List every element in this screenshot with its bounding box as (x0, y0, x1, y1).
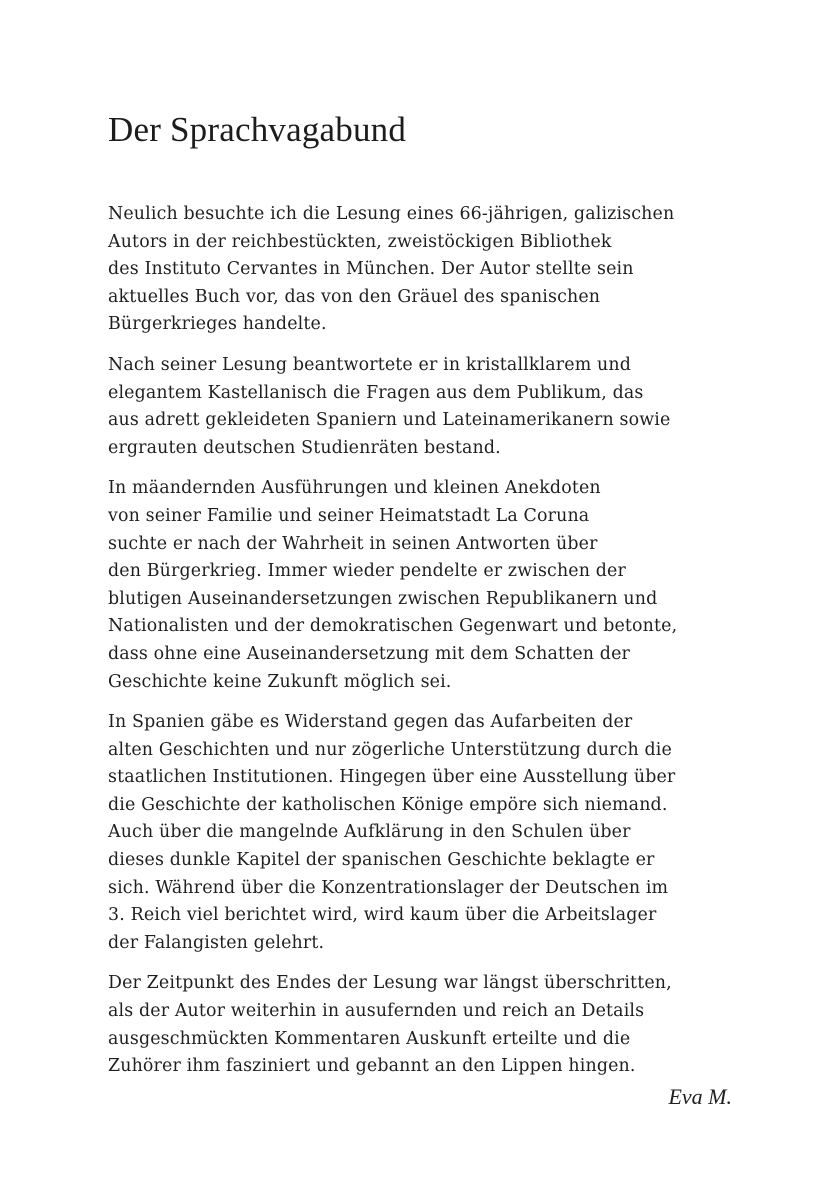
text-line: Autors in der reichbestückten, zweistöckigen Bibliothek (108, 231, 612, 252)
paragraph-1 (108, 201, 748, 339)
text-line: von seiner Familie und seiner Heimatstadt La Coruna (108, 505, 590, 526)
text-line: In Spanien gäbe es Widerstand gegen das Aufarbeiten der (108, 712, 633, 733)
text-line: dass ohne eine Auseinandersetzung mit dem Schatten der (108, 643, 630, 664)
text-line: die Geschichte der katholischen Könige empöre sich niemand. (108, 794, 668, 815)
author-signature: Eva M. (668, 1084, 732, 1109)
text-line: den Bürgerkrieg. Immer wieder pendelte er zwischen der (108, 561, 626, 582)
text-line: Geschichte keine Zukunft möglich sei. (108, 671, 452, 692)
text-line: staatlichen Institutionen. Hingegen über eine Ausstellung über (108, 767, 676, 788)
text-line: ergrauten deutschen Studienräten bestand. (108, 437, 501, 458)
paragraph-5 (108, 970, 748, 1080)
text-line: sich. Während über die Konzentrationslager der Deutschen im (108, 877, 669, 898)
text-line: der Falangisten gelehrt. (108, 932, 325, 953)
text-line: Der Zeitpunkt des Endes der Lesung war längst überschritten, (108, 973, 672, 994)
text-line: Zuhörer ihm fasziniert und gebannt an den Lippen hingen. (108, 1056, 636, 1077)
paragraph-3 (108, 475, 748, 696)
text-line: 3. Reich viel berichtet wird, wird kaum über die Arbeitslager (108, 905, 657, 926)
text-line: Auch über die mangelnde Aufklärung in den Schulen über (108, 822, 631, 843)
text-line: Neulich besuchte ich die Lesung eines 66-jährigen, galizischen (108, 204, 675, 224)
text-line: blutigen Auseinandersetzungen zwischen Republikanern und (108, 588, 658, 609)
text-line: dieses dunkle Kapitel der spanischen Geschichte beklagte er (108, 850, 655, 871)
text-line: alten Geschichten und nur zögerliche Unterstützung durch die (108, 739, 672, 760)
text-line: In mäandernden Ausführungen und kleinen Anekdoten (108, 478, 601, 499)
text-line: als der Autor weiterhin in ausufernden und reich an Details (108, 1001, 645, 1022)
paragraph-4 (108, 709, 748, 957)
article-body (108, 201, 748, 1094)
article-title: Der Sprachvagabund (108, 110, 407, 149)
text-line: Nach seiner Lesung beantwortete er in kristallklarem und (108, 354, 631, 375)
text-line: Bürgerkrieges handelte. (108, 314, 327, 335)
paragraph-2 (108, 352, 748, 462)
text-line: des Instituto Cervantes in München. Der Autor stellte sein (108, 259, 634, 280)
text-line: Nationalisten und der demokratischen Gegenwart und betonte, (108, 616, 678, 637)
text-line: ausgeschmückten Kommentaren Auskunft erteilte und die (108, 1028, 631, 1049)
text-line: aktuelles Buch vor, das von den Gräuel des spanischen (108, 286, 601, 307)
text-line: suchte er nach der Wahrheit in seinen Antworten über (108, 533, 598, 554)
text-line: elegantem Kastellanisch die Fragen aus dem Publikum, das (108, 382, 644, 403)
text-line: aus adrett gekleideten Spaniern und Lateinamerikanern sowie (108, 410, 671, 431)
